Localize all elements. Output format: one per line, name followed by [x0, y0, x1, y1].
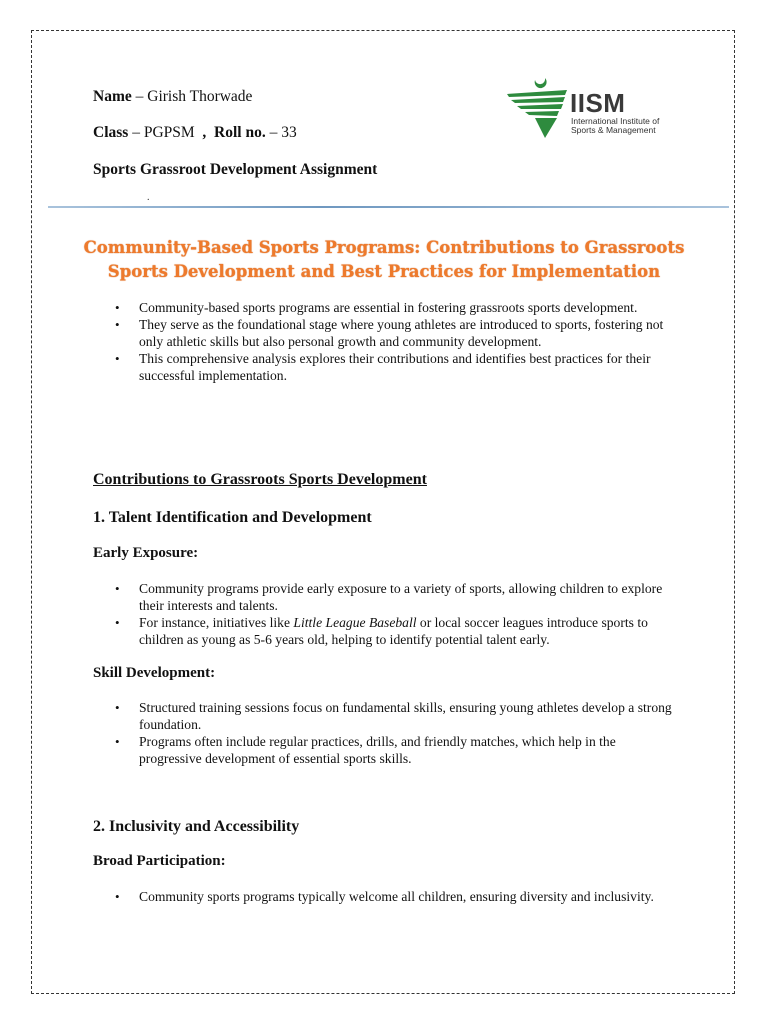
- broad-participation-list: [139, 888, 679, 905]
- logo-subtitle: International Institute of Sports & Management: [571, 116, 660, 135]
- early-exposure-list: [139, 580, 679, 648]
- class-label: Class: [93, 124, 129, 141]
- list-item: • Community-based sports programs are essential in fostering grassroots sports development.: [139, 299, 679, 316]
- stray-dot: .: [147, 192, 150, 203]
- intro-list: [139, 299, 679, 384]
- list-item: • Community programs provide early exposure to a variety of sports, allowing children to explore their interests and talents.: [139, 580, 679, 614]
- list-item: • Structured training sessions focus on fundamental skills, ensuring young athletes develop a strong foundation.: [139, 699, 679, 733]
- section-heading-contributions: Contributions to Grassroots Sports Development: [93, 471, 427, 488]
- subsection-inclusivity: 2. Inclusivity and Accessibility: [93, 818, 300, 835]
- heading-early-exposure: Early Exposure:: [93, 545, 199, 561]
- roll-label: Roll no.: [214, 124, 266, 141]
- list-item: • Community sports programs typically welcome all children, ensuring diversity and inclusivity.: [139, 888, 679, 905]
- skill-development-list: [139, 699, 679, 767]
- document-title: Community-Based Sports Programs: Contributions to Grassroots Sports Development and Best Practices for Implementation: [83, 238, 685, 281]
- student-name: Girish Thorwade: [147, 88, 253, 105]
- list-item: • Programs often include regular practices, drills, and friendly matches, which help in the progressive development of essential sports skills.: [139, 733, 679, 767]
- roll-value: 33: [281, 124, 297, 141]
- heading-skill-development: Skill Development:: [93, 665, 216, 681]
- assignment-title: Sports Grassroot Development Assignment: [93, 161, 378, 178]
- class-line: Class – PGPSM , Roll no. – 33: [93, 124, 297, 141]
- name-label: Name: [93, 88, 132, 105]
- list-item: • For instance, initiatives like Little League Baseball or local soccer leagues introduce sports to children as young as 5-6 years old, helping to identify potential talent early.: [139, 614, 679, 648]
- logo-name: IISM: [570, 88, 626, 118]
- header-divider: [48, 206, 729, 208]
- subsection-talent: 1. Talent Identification and Development: [93, 509, 372, 526]
- list-item: • They serve as the foundational stage where young athletes are introduced to sports, fostering not only athletic skills but also personal growth and community development.: [139, 316, 679, 350]
- name-line: Name – Girish Thorwade: [93, 88, 253, 105]
- list-item: • This comprehensive analysis explores their contributions and identifies best practices for their successful implementation.: [139, 350, 679, 384]
- emphasis-text: Little League Baseball: [293, 615, 417, 630]
- class-value: PGPSM: [143, 124, 195, 141]
- heading-broad-participation: Broad Participation:: [93, 853, 226, 869]
